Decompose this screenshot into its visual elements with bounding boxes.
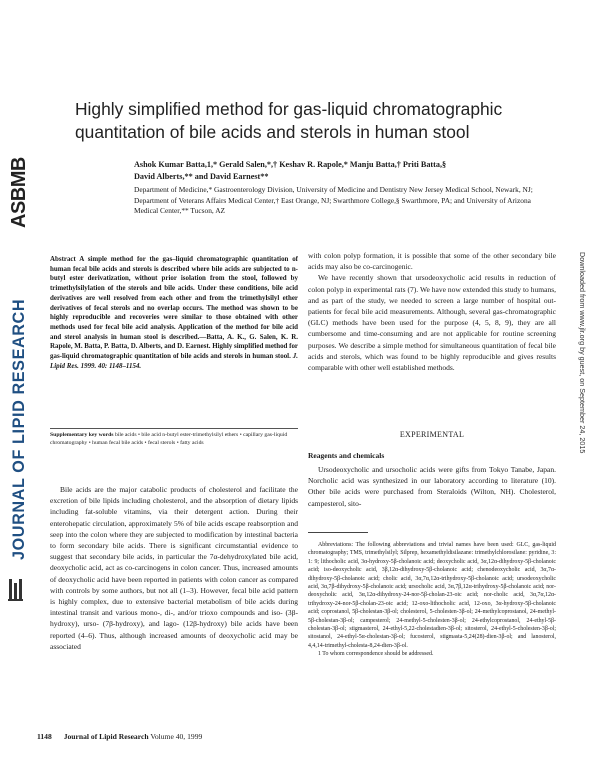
- intro-right-column: [308, 250, 556, 373]
- journal-spine-title: [0, 262, 34, 562]
- footer-journal: Journal of Lipid Research: [63, 732, 149, 741]
- section-heading-experimental: EXPERIMENTAL: [399, 430, 465, 439]
- abstract: [50, 255, 298, 371]
- asbmb-text: ASBMB: [8, 157, 30, 228]
- keywords-text: bile acids • bile acid n-butyl ester-trimethylsilyl ethers • capillary gas-liquid chromatography • human fecal bile acids • fecal sterols • fatty acids: [50, 432, 288, 447]
- keywords-label: Supplementary key words: [50, 432, 114, 438]
- footer-volume: Volume 40, 1999: [150, 732, 203, 741]
- subsection-heading-reagents: Reagents and chemicals: [308, 451, 385, 460]
- abstract-citation: J. Lipid Res. 1999. 40: 1148–1154.: [50, 352, 298, 370]
- intro-paragraph: Bile acids are the major catabolic products of cholesterol and facilitate the excretion of bile lipids including cholesterol, and the absorption of dietary lipids including fat-soluble vitamins, via their detergent action. During their enterohepatic circulation, approximately 5% of bile acids escape reabsorption and seep into the colon where they are subjected to modification by intestinal bacteria to form secondary bile acids. There is significant circumstantial evidence to suggest that secondary bile acids, in particular the 7α-dehydroxylated bile acid, deoxycholic acid, act as co-carcinogens in colon cancer. Thus, increased amounts of deoxycholic acid have been reported in patients with colon cancer as compared with controls by some authors, but not all (1–3). However, fecal bile acid pattern is highly complex, due to extensive bacterial metabolism of bile acids during intestinal transit and various mono-, di-, and/or trioxo compounds and iso- (3β-hydroxy), urso- (7β-hydroxy), and lago- (12β-hydroxy) bile acids have been reported (4–6). Thus, although increased amounts of deoxycholic acid may be associated: [50, 485, 298, 651]
- reagents-text: Ursodeoxycholic and ursocholic acids were gifts from Tokyo Tanabe, Japan. Norcholic acid was synthesized in our laboratory according to literature (10). Other bile acids were purchased from Steraloids (Wilton, NH). Cholesterol, campesterol, sito-: [308, 465, 556, 508]
- footnotes: [308, 541, 556, 659]
- authors-line-1: Ashok Kumar Batta,1,* Gerald Salen,*,† Keshav R. Rapole,* Manju Batta,† Priti Batta,§: [134, 160, 447, 169]
- journal-spine-text: JOURNAL OF LIPID RESEARCH: [10, 298, 28, 560]
- page-number: 1148: [37, 732, 52, 741]
- intro-continuation: with colon polyp formation, it is possible that some of the other secondary bile acids may also be co-carcinogenic.: [308, 251, 556, 272]
- footnote-correspondence: 1 To whom correspondence should be addressed.: [318, 651, 434, 658]
- reagents-paragraph: [308, 464, 556, 509]
- supplementary-keywords: [50, 431, 298, 447]
- footnote-divider: [308, 532, 368, 533]
- abstract-lead: Abstract: [50, 255, 76, 263]
- page-footer: [37, 732, 337, 741]
- intro-paragraph-2: We have recently shown that ursodeoxycholic acid results in reduction of colon polyp in experimental rats (7). We have now extended this study to humans, and as part of the study, we needed to screen a large number of hospital out-patients for fecal bile acid measurements. Although, several gas-chromatographic (GLC) methods have been used for the purpose (4, 5, 8, 9), they are all cumbersome and time-consuming and are not applicable for routine screening purposes. We describe a simple method for simultaneous quantitation of fecal bile acids and sterols, which was found to be highly reproducible and gives results comparable with other well established methods.: [308, 273, 556, 373]
- article-title: Highly simplified method for gas-liquid chromatographic quantitation of bile acids and sterols in human stool: [75, 99, 503, 142]
- keywords-divider: [50, 428, 298, 429]
- footnote-abbreviations: Abbreviations: The following abbreviations and trivial names have been used: GLC, gas-liquid chromatography; TMS, trimethylsilyl; Silprep, hexamethyldisilazane: trimethylchlorosilane: pyridine, 3: 1: 9; lithocholic acid, 3α-hydroxy-5β-cholanoic acid; deoxycholic acid, 3α,12α-dihydroxy-5β-cholanoic acid; iso-deoxycholic acid, 3β,12α-dihydroxy-5β-cholanoic acid; chenodeoxycholic acid, 3α,7α-dihydroxy-5β-cholanoic acid; cholic acid, 3α,7α,12α-trihydroxy-5β-cholanoic acid; ursodeoxycholic acid, 3α,7β-dihydroxy-5β-cholanoic acid; ursocholic acid, 3α,7β,12α-trihydroxy-5β-cholanoic acid; nor-deoxycholic acid, 3α,12α-dihydroxy-24-nor-5β-cholan-23-oic acid; nor-cholic acid, 3α,7α,12α-trihydroxy-24-nor-5β-cholan-23-oic acid; 12-oxo-lithocholic acid, 12-oxo, 3α-hydroxy-5β-cholanoic acid; coprostanol, 5β-cholestan-3β-ol; cholesterol, 5-cholesten-3β-ol; 24-methylcoprostanol, 24-methyl-5β-cholestan-3β-ol; campesterol; 24-methyl-5-cholesten-3β-ol; 24-ethylcoprostanol, 24-ethyl-5β-cholestan-3β-ol; stigmasterol, 24-ethyl-5,22-cholestadien-3β-ol; sitosterol, 24-ethyl-5-cholesten-3β-ol; sitostanol, 24-ethyl-5α-cholestan-3β-ol; fucosterol, stigmasta-5,24(28)-dien-3β-ol; and lanosterol, 4,4,14-trimethyl-cholesta-8,24-dien-3β-ol.: [308, 542, 556, 649]
- download-watermark: [575, 250, 591, 610]
- asbmb-logo: [2, 130, 32, 230]
- authors-line-2: David Alberts,** and David Earnest**: [134, 171, 269, 181]
- publisher-mark-icon: [6, 575, 26, 603]
- download-watermark-text: Downloaded from www.jlr.org by guest, on September 24, 2015: [578, 252, 587, 454]
- intro-left-column: [50, 484, 298, 652]
- affiliations: Department of Medicine,* Gastroenterology Division, University of Medicine and Dentistry New Jersey Medical School, Newark, NJ; Department of Veterans Affairs Medical Center,† East Orange, NJ; Swarthmore College,§ Swarthmore, PA; and University of Arizona Medical Center,** Tucson, AZ: [134, 185, 533, 216]
- abstract-text: A simple method for the gas–liquid chromatographic quantitation of human fecal bile acids and sterols is described where bile acids are subjected to n-butyl ester derivatization, without prior isolation from the stool, followed by trimethylsilylation of the sterols and bile acids. Under these conditions, bile acid derivatives are well resolved from each other and from the trimethylsilyl ether derivatives of fecal sterols and no overlap occurs. The method was shown to be highly reproducible and recoveries were similar to those obtained with other methods used for fecal bile acid analysis. Application of the method for bile acid and sterol analysis in human stool is described.—Batta, A. K., G. Salen, K. R. Rapole, M. Batta, P. Batta, D. Alberts, and D. Earnest. Highly simplified method for gas-liquid chromatographic quantitation of bile acids and sterols in human stool.: [50, 255, 298, 361]
- author-list: [134, 159, 554, 182]
